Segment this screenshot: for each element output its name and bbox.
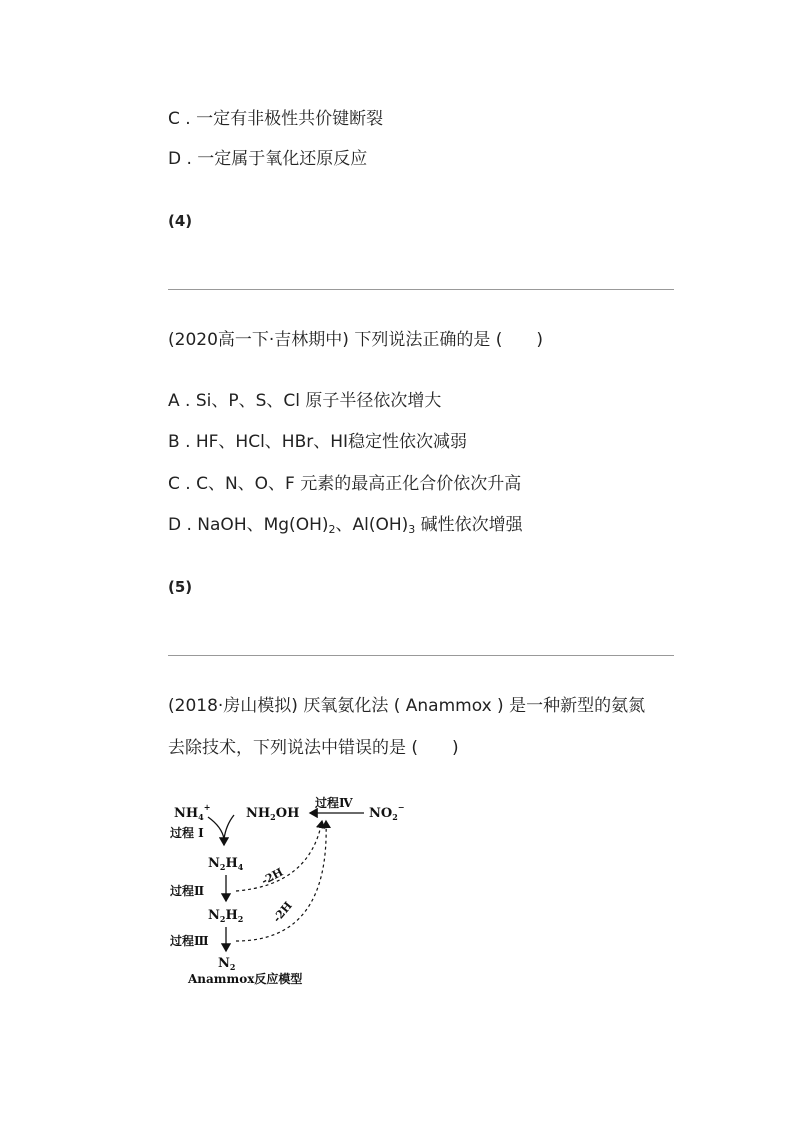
divider [168,289,674,290]
minus-2h-label-a: -2H [259,865,286,888]
q4-option-d-middle: 、Al(OH) [335,515,409,535]
process1-label: 过程 I [170,826,204,840]
process4-label: 过程Ⅳ [315,796,353,810]
nh2oh-label: $NH_2OH$ [246,806,300,822]
n2h4-label: $N_2H_4$ [208,856,244,872]
q4-option-d-suffix: 碱性依次增强 [415,515,523,535]
n2h2-label: $N_2H_2$ [208,908,244,924]
process2-label: 过程Ⅱ [170,884,205,898]
q4-option-d[interactable] [168,513,523,537]
n2-label: $N_2$ [218,956,236,972]
question-number-5: (5) [168,578,193,596]
q4-option-d-sub1: 2 [328,523,336,536]
q4-option-a[interactable]: A . Si、P、S、Cl 原子半径依次增大 [168,391,442,411]
process3-label: 过程Ⅲ [170,934,209,948]
nh4-label: $NH_4^+$ [174,802,211,822]
anammox-diagram [160,795,410,995]
divider [168,655,674,656]
q4-question: (2020高一下·吉林期中) 下列说法正确的是 ( ) [168,330,544,350]
diagram-caption: Anammox反应模型 [188,972,303,986]
no2-label: $NO_2^-$ [369,802,405,822]
q3-option-d[interactable]: D . 一定属于氧化还原反应 [168,149,368,169]
q4-option-b[interactable]: B . HF、HCl、HBr、HI稳定性依次减弱 [168,432,468,452]
merge-arrow [208,815,234,845]
q5-question-line2: 去除技术，下列说法中错误的是 ( ) [168,738,459,758]
question-number-4: (4) [168,212,193,230]
q4-option-d-sub2: 3 [408,523,416,536]
dashed-arrow-1 [236,821,322,891]
q3-option-c[interactable]: C . 一定有非极性共价键断裂 [168,109,384,129]
q4-option-c[interactable]: C . C、N、O、F 元素的最高正化合价依次升高 [168,474,522,494]
q5-question-line1: (2018·房山模拟) 厌氧氨化法 ( Anammox ) 是一种新型的氨氮 [168,696,646,716]
minus-2h-label-b: -2H [270,899,295,925]
q4-option-d-prefix: D . NaOH、Mg(OH) [168,515,329,535]
